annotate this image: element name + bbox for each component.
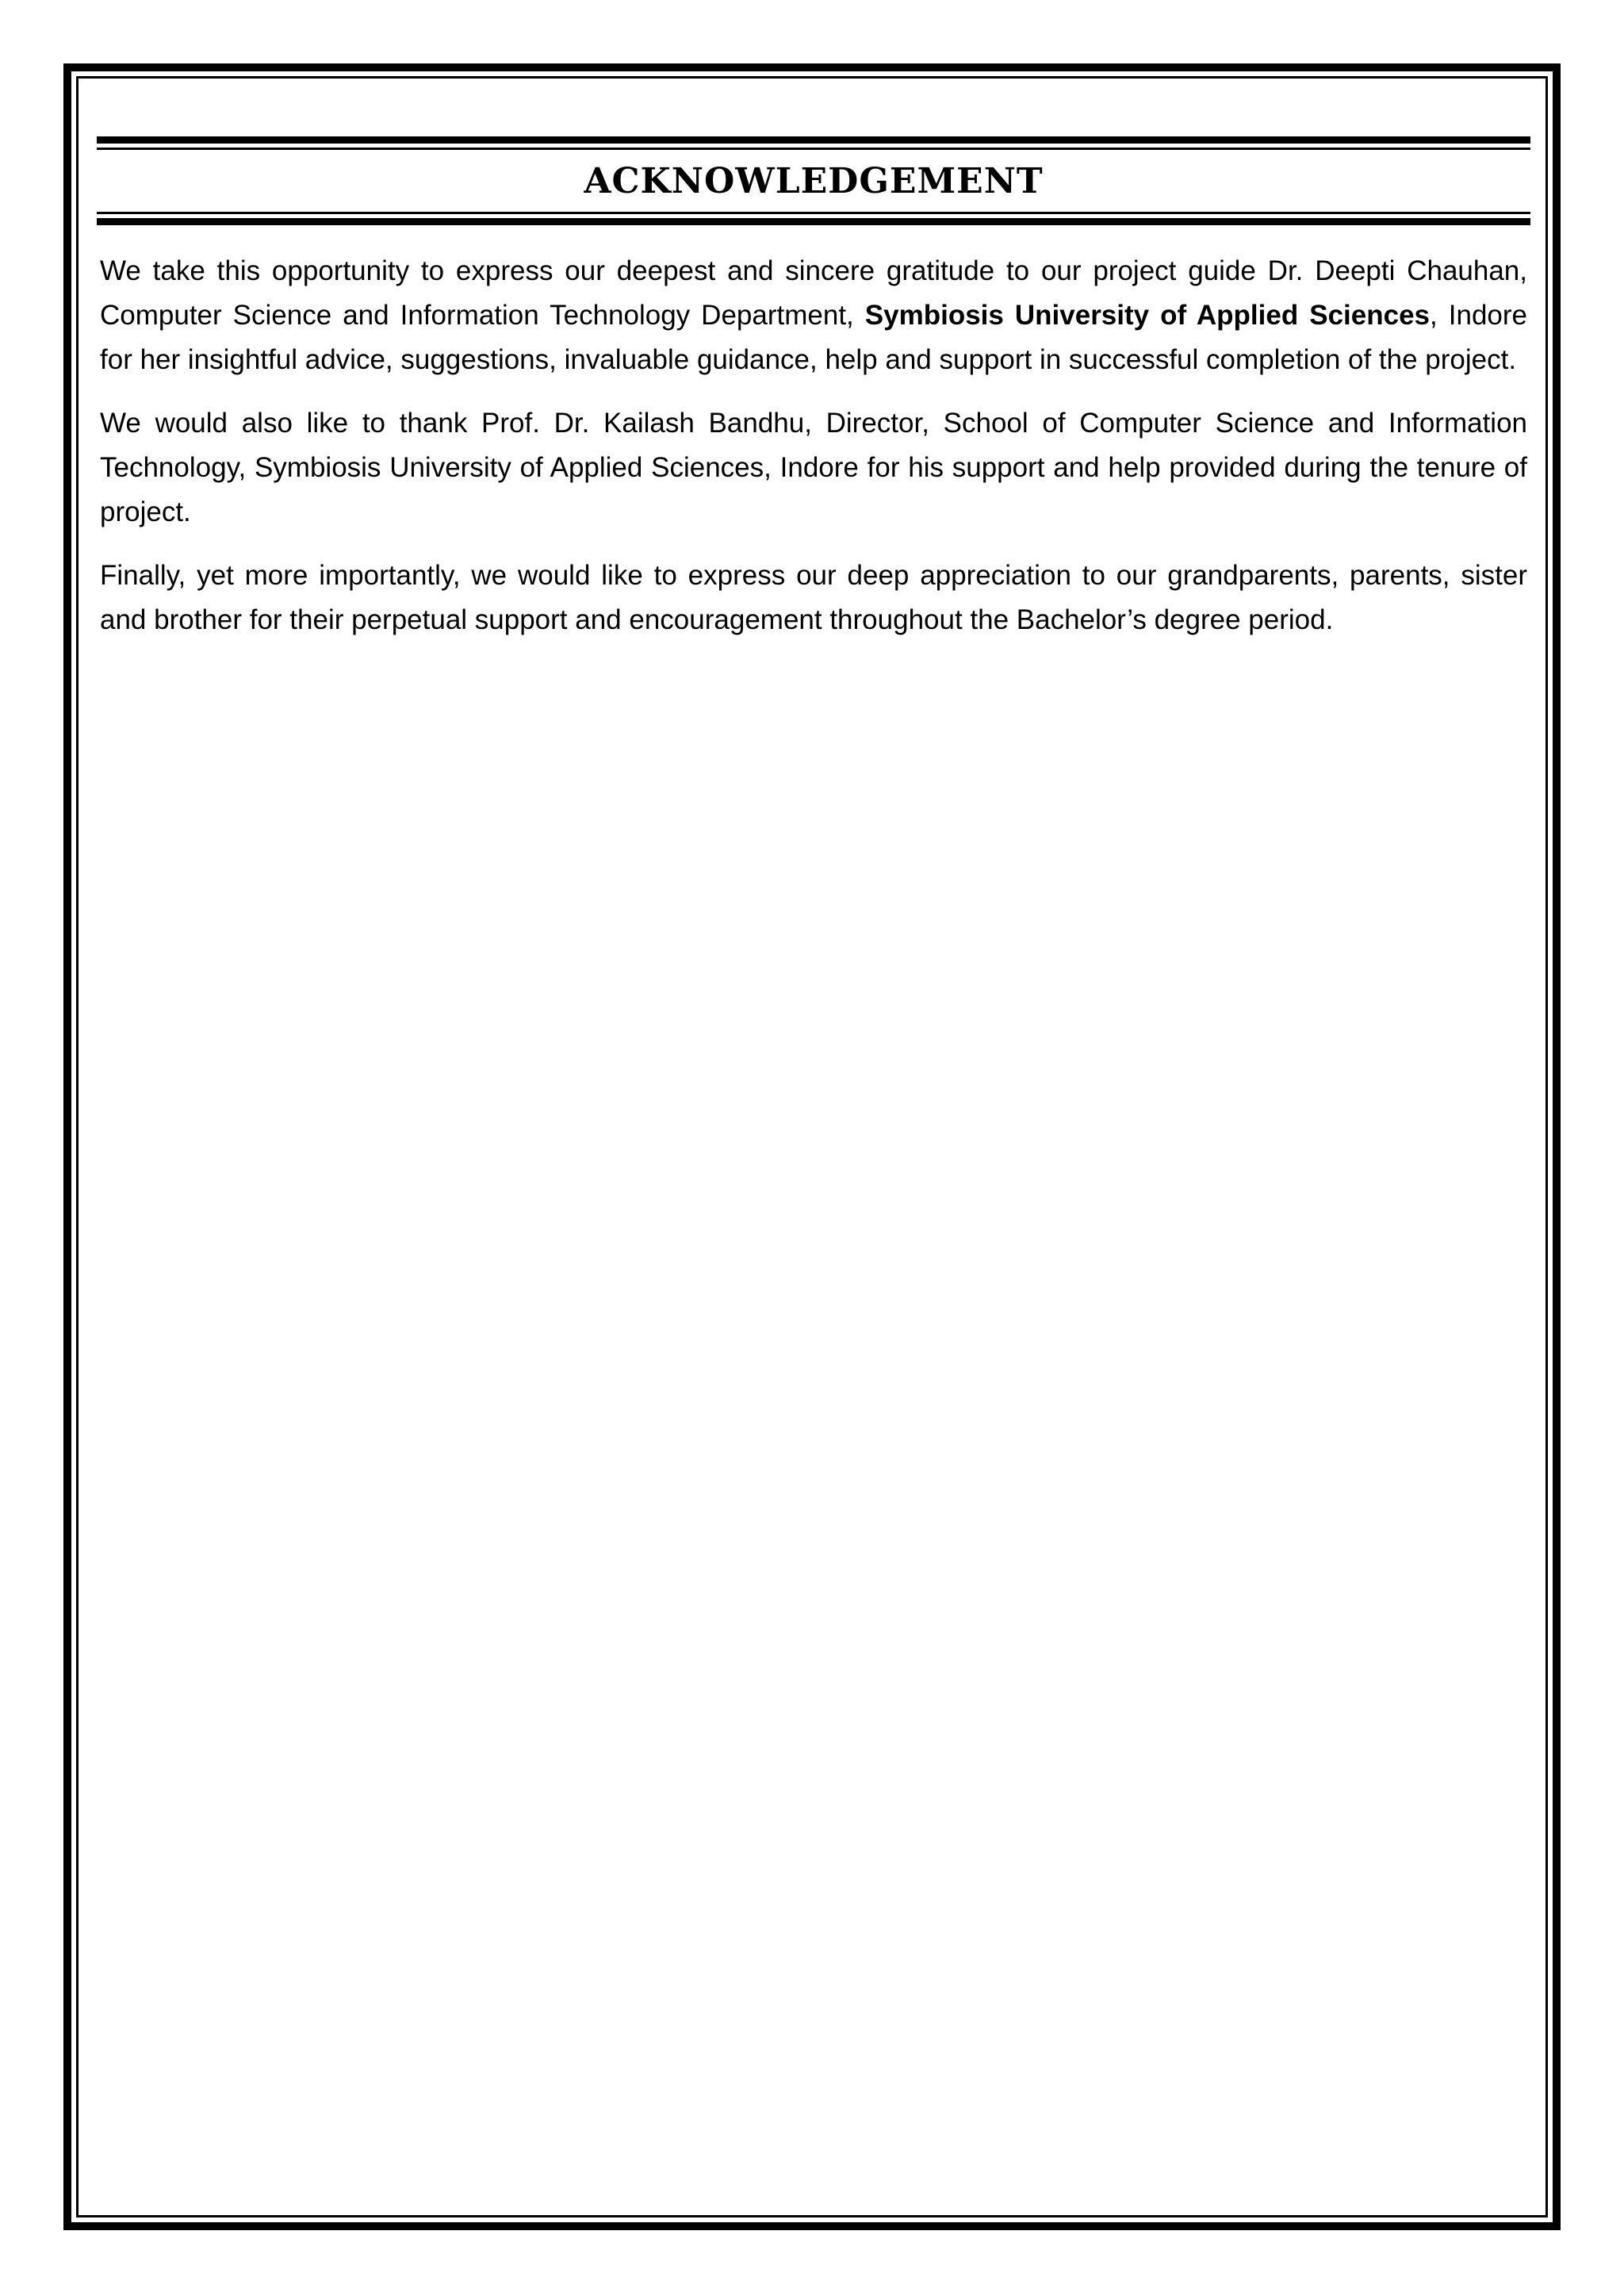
page-title: ACKNOWLEDGEMENT: [584, 161, 1044, 201]
paragraph-guide-thanks-start: We take this opportunity to express our deepest and sincere gratitude to our project guide Dr. Deepti Chauhan, Computer Science and Information Technology Department,: [100, 255, 1527, 331]
title-rule-bottom-thick: [97, 218, 1530, 225]
paragraph-guide-thanks-end: , Indore for her insightful advice, suggestions, invaluable guidance, help and support in successful completion of the project.: [100, 300, 1527, 375]
title-rule-top: [97, 136, 1530, 150]
title-rule-bottom: [97, 212, 1530, 225]
university-name-bold: Symbiosis University of Applied Sciences: [864, 300, 1431, 331]
title-rule-top-thick: [97, 136, 1530, 144]
paragraph-director-thanks: We would also like to thank Prof. Dr. Kailash Bandhu, Director, School of Computer Science and Information Technology, Symbiosis University of Applied Sciences, Indore for his support and help provided during the tenure of project.: [100, 408, 1527, 527]
paragraph-family-thanks: Finally, yet more importantly, we would like to express our deep appreciation to our grandparents, parents, sister and brother for their perpetual support and encouragement throughout the Bachelor’s degree period.: [100, 560, 1527, 635]
paragraph-guide-thanks: [97, 249, 1530, 382]
title-rule-bottom-thin: [97, 212, 1530, 214]
page-content: [97, 136, 1530, 661]
